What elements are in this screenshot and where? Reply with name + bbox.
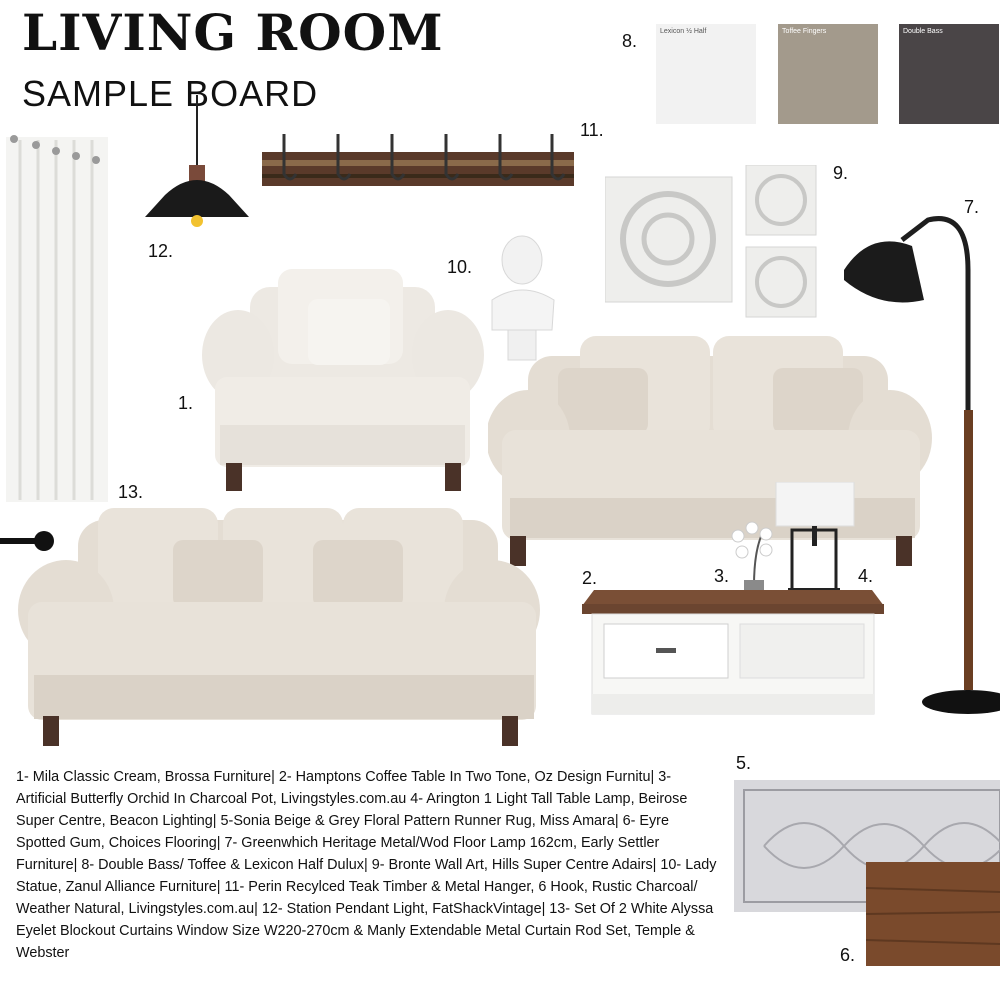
paint-swatch-lexicon-half <box>656 24 756 124</box>
label-9: 9. <box>833 163 849 183</box>
label-1: 1. <box>178 393 194 413</box>
label-6: 6. <box>840 945 856 965</box>
paint-swatch-toffee-fingers <box>778 24 878 124</box>
curtains-image <box>0 125 115 505</box>
label-4: 4. <box>858 566 874 586</box>
flooring-sample-image <box>866 862 1000 966</box>
label-2: 2. <box>582 568 598 588</box>
label-12: 12. <box>148 241 174 261</box>
back-sofa-image <box>488 328 933 568</box>
coffee-table-image <box>580 588 885 718</box>
orchid-image <box>728 518 780 596</box>
product-list-description: 1- Mila Classic Cream, Brossa Furniture| 2- Hamptons Coffee Table In Two Tone, Oz Design Furnitu| 3- Artificial Butterfly Orchid In Charcoal Pot, Livingstyles.com.au 4- Arington 1 Light Tall Table Lamp, Beirose Super Centre, Beacon Lighting| 5-Sonia Beige & Grey Floral Pattern Runner Rug, Miss Amara| 6- Eyre Spotted Gum, Choices Flooring| 7- Greenwhich Heritage Metal/Wod Floor Lamp 162cm, Early Settler Furniture| 8- Double Bass/ Toffee & Lexicon Half Dulux| 9- Bronte Wall Art, Hills Super Centre Adairs| 10- Lady Statue, Zanul Alliance Furniture| 11- Perin Recylced Teak Timber & Metal Hanger, 6 Hook, Rustic Charcoal/ Weather Natural, Livingstyles.com.au| 12- Station Pendant Light, FatShackVintage| 13- Set Of 2 White Alyssa Eyelet Blockout Curtains Window Size W220-270cm & Manly Extendable Metal Curtain Rod Set, Temple & Webster <box>16 769 717 961</box>
hook-rack-image <box>262 130 582 200</box>
swatch-name: Double Bass <box>903 28 943 35</box>
label-13: 13. <box>118 482 144 502</box>
table-lamp-image <box>772 482 858 597</box>
swatch-name: Toffee Fingers <box>782 28 827 35</box>
label-11: 11. <box>580 120 604 140</box>
wall-art-image <box>605 165 825 325</box>
board-title: LIVING ROOM <box>22 3 444 62</box>
swatch-name: Lexicon ½ Half <box>660 28 707 35</box>
pendant-light-image <box>145 95 255 235</box>
label-3: 3. <box>714 566 730 586</box>
label-7: 7. <box>964 197 980 217</box>
label-5: 5. <box>736 753 752 773</box>
label-8: 8. <box>622 31 638 51</box>
paint-swatch-double-bass <box>899 24 999 124</box>
front-sofa-image <box>18 500 543 750</box>
armchair-image <box>200 265 485 495</box>
board-subtitle: SAMPLE BOARD <box>22 73 319 114</box>
label-10: 10. <box>447 257 473 277</box>
